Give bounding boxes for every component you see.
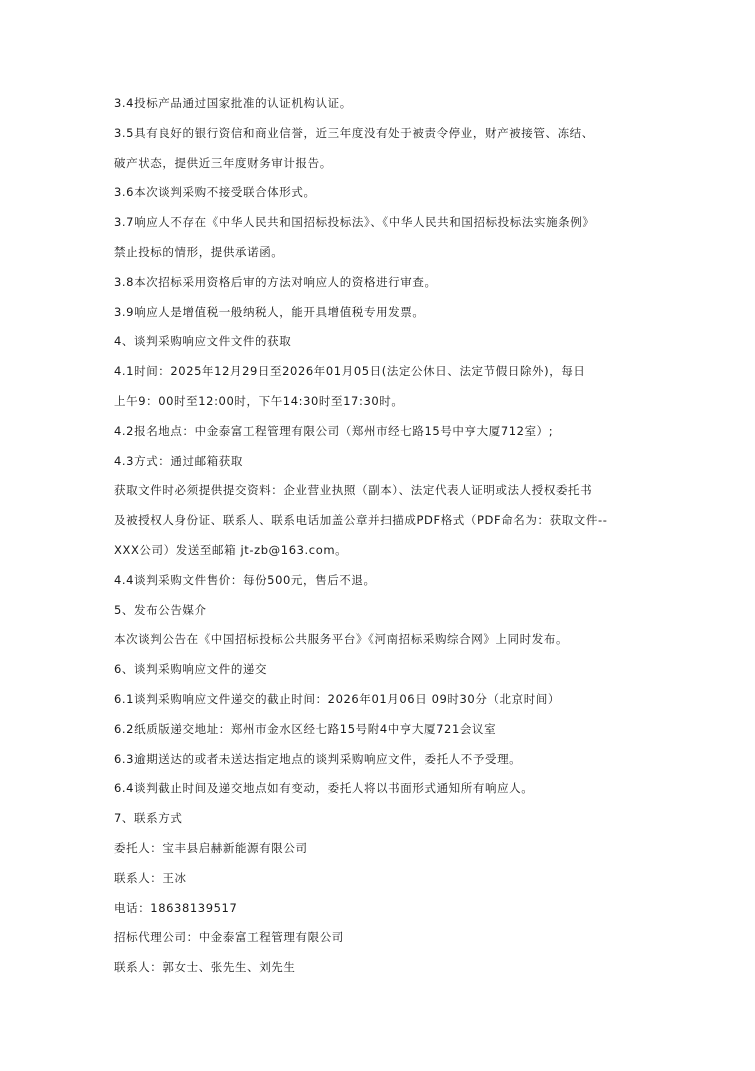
text-line-agency-contact: 联系人：郭女士、张先生、刘先生 xyxy=(114,960,296,975)
text-line-6-1: 6.1谈判采购响应文件递交的截止时间：2026年01月06日 09时30分（北京时间） xyxy=(114,691,561,706)
section-heading-6: 6、谈判采购响应文件的递交 xyxy=(114,662,268,677)
text-line-3-6: 3.6本次谈判采购不接受联合体形式。 xyxy=(114,185,316,200)
text-line-3-8: 3.8本次招标采用资格后审的方法对响应人的资格进行审查。 xyxy=(114,274,437,289)
text-line-3-7: 3.7响应人不存在《中华人民共和国招标投标法》、《中华人民共和国招标投标法实施条例》 xyxy=(114,215,595,230)
text-line-3-5-cont: 破产状态，提供近三年度财务审计报告。 xyxy=(114,155,332,170)
text-line-submission-requirements: 获取文件时必须提供提交资料：企业营业执照（副本）、法定代表人证明或法人授权委托书 xyxy=(114,483,593,498)
text-line-publication: 本次谈判公告在《中国招标投标公共服务平台》《河南招标采购综合网》上同时发布。 xyxy=(114,632,569,647)
text-line-4-2: 4.2报名地点：中金泰富工程管理有限公司（郑州市经七路15号中亨大厦712室）; xyxy=(114,423,554,438)
text-line-4-3: 4.3方式：通过邮箱获取 xyxy=(114,453,243,468)
document-body xyxy=(114,92,654,986)
section-heading-7: 7、联系方式 xyxy=(114,811,183,826)
text-line-3-7-cont: 禁止投标的情形，提供承诺函。 xyxy=(114,244,284,259)
text-line-4-1-cont: 上午9：00时至12:00时，下午14:30时至17:30时。 xyxy=(114,393,404,408)
text-line-3-9: 3.9响应人是增值税一般纳税人，能开具增值税专用发票。 xyxy=(114,304,425,319)
section-heading-5: 5、发布公告媒介 xyxy=(114,602,207,617)
text-line-4-4: 4.4谈判采购文件售价：每份500元，售后不退。 xyxy=(114,572,376,587)
text-line-6-3: 6.3逾期送达的或者未送达指定地点的谈判采购响应文件，委托人不予受理。 xyxy=(114,751,522,766)
text-line-6-4: 6.4谈判截止时间及递交地点如有变动，委托人将以书面形式通知所有响应人。 xyxy=(114,781,534,796)
text-line-submission-email: XXX公司）发送至邮箱 jt-zb@163.com。 xyxy=(114,542,348,557)
text-line-6-2: 6.2纸质版递交地址：郑州市金水区经七路15号附4中亨大厦721会议室 xyxy=(114,721,497,736)
text-line-submission-requirements-cont: 及被授权人身份证、联系人、联系电话加盖公章并扫描成PDF格式（PDF命名为：获取文件-- xyxy=(114,513,608,528)
text-line-4-1: 4.1时间：2025年12月29日至2026年01月05日(法定公休日、法定节假日除外)，每日 xyxy=(114,364,586,379)
section-heading-4: 4、谈判采购响应文件文件的获取 xyxy=(114,334,292,349)
text-line-client: 委托人：宝丰县启赫新能源有限公司 xyxy=(114,840,308,855)
text-line-3-4: 3.4投标产品通过国家批准的认证机构认证。 xyxy=(114,96,352,110)
text-line-agency: 招标代理公司：中金泰富工程管理有限公司 xyxy=(114,930,344,945)
text-line-3-5: 3.5具有良好的银行资信和商业信誉，近三年度没有处于被责令停业，财产被接管、冻结、 xyxy=(114,125,594,140)
text-line-client-phone: 电话：18638139517 xyxy=(114,900,238,915)
text-line-client-contact: 联系人：王冰 xyxy=(114,870,187,885)
